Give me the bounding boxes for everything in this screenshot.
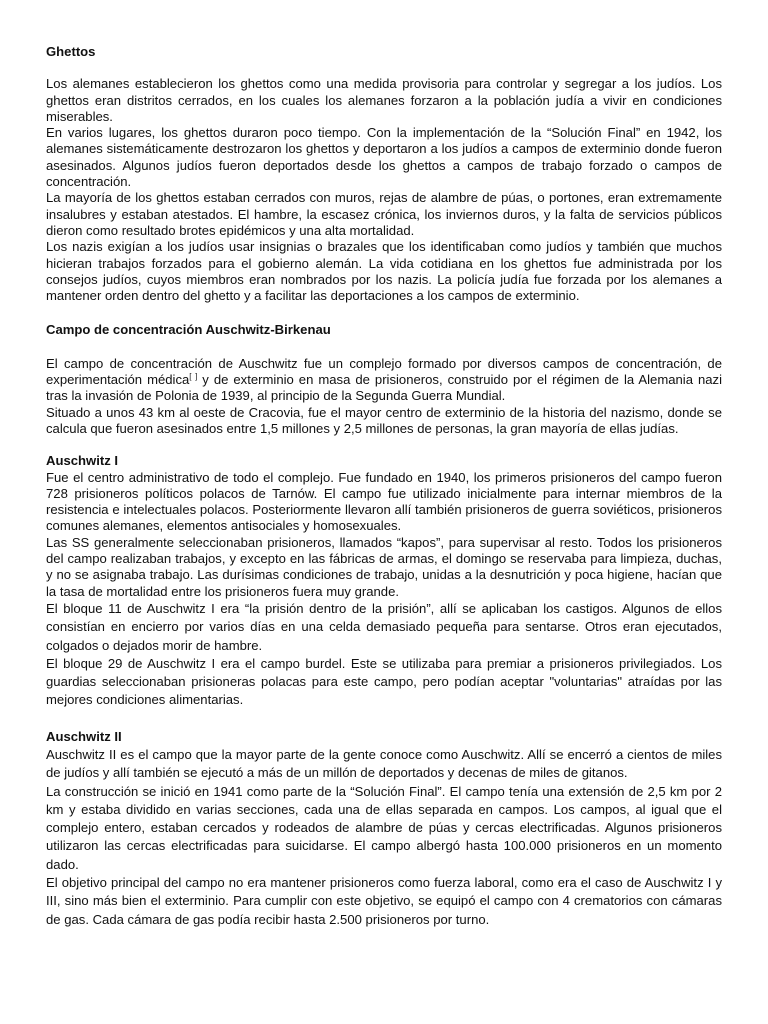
auschwitz-birkenau-paragraph-1 bbox=[46, 356, 722, 405]
citation-marker: [ ] bbox=[189, 372, 198, 382]
auschwitz-birkenau-paragraph-2: Situado a unos 43 km al oeste de Cracovia, fue el mayor centro de exterminio de la historia del nazismo, donde se calcula que fueron asesinados entre 1,5 millones y 2,5 millones de personas, la gran mayoría de ellas judías. bbox=[46, 404, 722, 436]
auschwitz-1-paragraph-2: Las SS generalmente seleccionaban prisioneros, llamados “kapos”, para supervisar al resto. Todos los prisioneros del campo realizaban trabajos, y excepto en las fábricas de armas, el domingo se reservaba para limpieza, duchas, y no se asignaba trabajo. Las durísimas condiciones de trabajo, unidas a la desnutrición y poca higiene, hacían que la tasa de mortalidad entre los prisioneros fuera muy grande. bbox=[46, 534, 722, 599]
spacer bbox=[46, 60, 722, 76]
auschwitz-1-heading: Auschwitz I bbox=[46, 453, 119, 469]
spacer bbox=[46, 304, 722, 322]
auschwitz-2-heading: Auschwitz II bbox=[46, 728, 122, 744]
ghettos-paragraph-1: Los alemanes establecieron los ghettos como una medida provisoria para controlar y segregar a los judíos. Los ghettos eran distritos cerrados, en los cuales los alemanes forzaron a la población judía a vivir en condiciones miserables. bbox=[46, 76, 722, 124]
spacer bbox=[46, 710, 722, 728]
auschwitz-2-paragraph-3: El objetivo principal del campo no era mantener prisioneros como fuerza laboral, como era el caso de Auschwitz I y III, sino más bien el exterminio. Para cumplir con este objetivo, se equipó el campo con 4 crematorios con cámaras de gas. Cada cámara de gas podía recibir hasta 2.500 prisioneros por turno. bbox=[46, 875, 722, 927]
auschwitz-2-paragraph-2: La construcción se inició en 1941 como parte de la “Solución Final”. El campo tenía una extensión de 2,5 km por 2 km y estaba dividido en varias secciones, cada una de ellas separada en campos. Los campos, al igual que el complejo entero, estaban cercados y rodeados de alambre de púas y cercas electrificadas. Algunos prisioneros utilizaron las cercas electrificadas para suicidarse. El campo albergó hasta 100.000 prisioneros en un momento dado. bbox=[46, 783, 722, 872]
ghettos-paragraph-2: En varios lugares, los ghettos duraron poco tiempo. Con la implementación de la “Solución Final” en 1942, los alemanes sistemáticamente destrozaron los ghettos y deportaron a los judíos a campos de exterminio donde fueron asesinados. Algunos judíos fueron deportados desde los ghettos a campos de trabajo forzado o campos de concentración. bbox=[46, 125, 722, 190]
auschwitz-birkenau-heading: Campo de concentración Auschwitz-Birkenau bbox=[46, 322, 331, 338]
auschwitz-2-paragraph-1: Auschwitz II es el campo que la mayor parte de la gente conoce como Auschwitz. Allí se encerró a cientos de miles de judíos y allí también se ejecutó a más de un millón de deportados y decenas de miles de gitanos. bbox=[46, 746, 722, 781]
paragraph-text: y de exterminio en masa de prisioneros, construido por el régimen de la Alemania nazi tras la invasión de Polonia de 1939, al principio de la Segunda Guerra Mundial. bbox=[46, 372, 722, 404]
paragraph-text: El campo de concentración de Auschwitz fue un complejo formado por diversos campos de concentración, de experimentación médica bbox=[46, 355, 722, 388]
ghettos-paragraph-3: La mayoría de los ghettos estaban cerrados con muros, rejas de alambre de púas, o portones, eran extremamente insalubres y estaban atestados. El hambre, la escasez crónica, los inviernos duros, y la falta de servicios públicos dieron como resultado brotes epidémicos y una alta mortalidad. bbox=[46, 190, 722, 238]
ghettos-heading: Ghettos bbox=[46, 44, 96, 59]
spacer bbox=[46, 339, 722, 356]
spacer bbox=[46, 437, 722, 453]
ghettos-paragraph-4: Los nazis exigían a los judíos usar insignias o brazales que los identificaban como judíos y también que muchos hicieran trabajos forzados para el gobierno alemán. La vida cotidiana en los ghettos fue administrada por los consejos judíos, cuyos miembros eran nombrados por los nazis. La policía judía fue forzada por los alemanes a mantener orden dentro del ghetto y a facilitar las deportaciones a los campos de exterminio. bbox=[46, 239, 722, 304]
auschwitz-1-paragraph-1: Fue el centro administrativo de todo el complejo. Fue fundado en 1940, los primeros prisioneros del campo fueron 728 prisioneros políticos polacos de Tarnów. El campo fue utilizado inicialmente para internar miembros de la resistencia e intelectuales polacos. Posteriormente llevaron allí también prisioneros de guerra soviéticos, prisioneros comunes alemanes, elementos antisociales y homosexuales. bbox=[46, 469, 722, 534]
auschwitz-1-paragraph-3: El bloque 11 de Auschwitz I era “la prisión dentro de la prisión”, allí se aplicaban los castigos. Algunos de ellos consistían en encierro por varios días en una celda demasiado pequeña para sentarse. Otros eran ejecutados, colgados o dejados morir de hambre. bbox=[46, 600, 722, 653]
auschwitz-1-paragraph-4: El bloque 29 de Auschwitz I era el campo burdel. Este se utilizaba para premiar a prisioneros privilegiados. Los guardias seleccionaban prisioneras polacas para este campo, pero podían aceptar "voluntarias" atraídas por las mejores condiciones alimentarias. bbox=[46, 655, 722, 708]
